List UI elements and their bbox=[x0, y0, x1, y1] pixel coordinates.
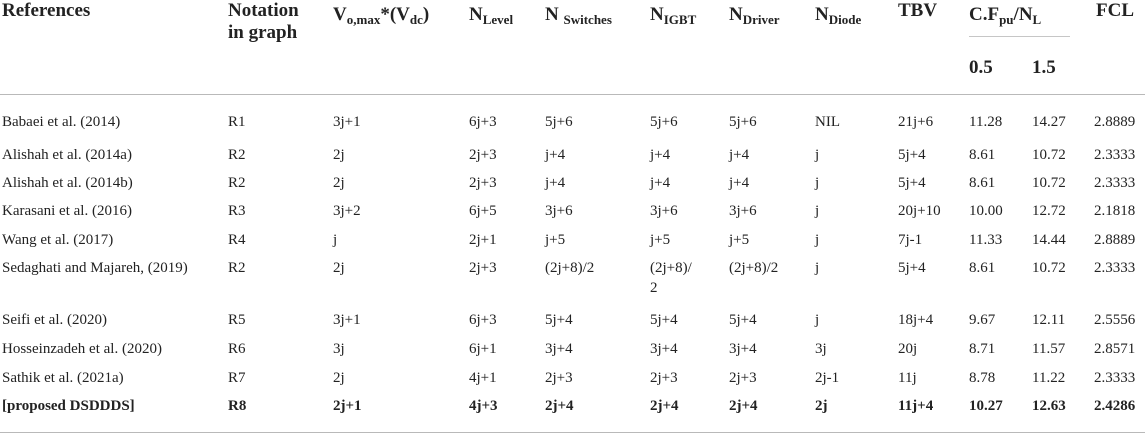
cell-fcl: 2.1818 bbox=[1094, 203, 1136, 219]
header-vo-max: $V_{o,max}*(V_{dc})$ bbox=[333, 4, 430, 27]
cell-n-driver: 5j+4 bbox=[729, 312, 757, 328]
cell-n-level: 2j+3 bbox=[469, 175, 497, 191]
cell-notation: R1 bbox=[228, 114, 246, 130]
cell-cf-0-5: 8.61 bbox=[969, 147, 996, 163]
cell-n-igbt: 2j+4 bbox=[650, 398, 679, 414]
cell-n-switches: 3j+6 bbox=[545, 203, 573, 219]
header-cf-pu-nl: $C.F_{pu}/N_L$ bbox=[969, 4, 1042, 27]
cell-tbv: 11j+4 bbox=[898, 398, 934, 414]
cell-fcl: 2.8889 bbox=[1094, 232, 1136, 248]
cell-tbv: 7j-1 bbox=[898, 232, 923, 248]
cell-n-level: 6j+1 bbox=[469, 341, 497, 357]
cell-cf-0-5: 11.28 bbox=[969, 114, 1003, 130]
header-n-driver: $N_{Driver}$ bbox=[729, 4, 780, 27]
cell-n-switches: j+5 bbox=[545, 232, 566, 248]
header-bottom-rule bbox=[0, 94, 1145, 95]
cell-fcl: 2.3333 bbox=[1094, 175, 1136, 191]
cell-n-diode: NIL bbox=[815, 114, 840, 130]
cell-notation: R3 bbox=[228, 203, 246, 219]
cell-fcl: 2.3333 bbox=[1094, 147, 1136, 163]
cell-notation: R8 bbox=[228, 398, 247, 414]
cell-vo-max: 2j bbox=[333, 260, 345, 276]
cell-cf-1-5: 10.72 bbox=[1032, 260, 1066, 276]
header-references: References bbox=[2, 0, 91, 21]
cell-n-level: 6j+5 bbox=[469, 203, 497, 219]
cell-tbv: 21j+6 bbox=[898, 114, 934, 130]
cell-n-driver: 3j+4 bbox=[729, 341, 757, 357]
cell-vo-max: 2j bbox=[333, 147, 345, 163]
cell-cf-1-5: 11.57 bbox=[1032, 341, 1066, 357]
cell-fcl: 2.3333 bbox=[1094, 260, 1136, 276]
cell-n-diode: 2j-1 bbox=[815, 370, 840, 386]
cell-n-igbt: 3j+6 bbox=[650, 203, 678, 219]
cell-notation: R2 bbox=[228, 147, 246, 163]
cell-n-diode: j bbox=[815, 203, 820, 219]
cell-n-diode: 3j bbox=[815, 341, 827, 357]
cell-n-diode: 2j bbox=[815, 398, 828, 414]
cell-n-driver: 5j+6 bbox=[729, 114, 757, 130]
header-n-switches: N $_{Switches}$ bbox=[545, 4, 612, 27]
cell-notation: R7 bbox=[228, 370, 246, 386]
cell-notation: R6 bbox=[228, 341, 246, 357]
cell-reference: Wang et al. (2017) bbox=[2, 232, 114, 248]
header-n-diode: $N_{Diode}$ bbox=[815, 4, 862, 27]
cell-reference: [proposed DSDDDS] bbox=[2, 398, 135, 414]
cell-vo-max: 2j bbox=[333, 370, 345, 386]
cell-notation: R2 bbox=[228, 260, 246, 276]
cell-fcl: 2.3333 bbox=[1094, 370, 1136, 386]
cell-n-igbt: 2j+3 bbox=[650, 370, 678, 386]
cell-n-switches: (2j+8)/2 bbox=[545, 260, 595, 276]
cell-vo-max: 3j+2 bbox=[333, 203, 361, 219]
cell-vo-max: 3j bbox=[333, 341, 345, 357]
cell-reference: Sedaghati and Majareh, (2019) bbox=[2, 260, 188, 276]
cell-n-igbt: 5j+6 bbox=[650, 114, 678, 130]
cell-n-diode: j bbox=[815, 232, 820, 248]
cell-n-level: 4j+1 bbox=[469, 370, 497, 386]
cell-n-level: 2j+3 bbox=[469, 260, 497, 276]
cell-cf-0-5: 9.67 bbox=[969, 312, 996, 328]
cell-n-switches: 5j+6 bbox=[545, 114, 573, 130]
cell-n-driver: (2j+8)/2 bbox=[729, 260, 779, 276]
cell-n-switches: j+4 bbox=[545, 147, 566, 163]
cell-n-level: 6j+3 bbox=[469, 114, 497, 130]
cell-cf-0-5: 8.61 bbox=[969, 260, 996, 276]
cell-n-driver: 2j+3 bbox=[729, 370, 757, 386]
cell-fcl: 2.8889 bbox=[1094, 114, 1136, 130]
cell-reference: Alishah et al. (2014b) bbox=[2, 175, 133, 191]
cell-n-diode: j bbox=[815, 260, 820, 276]
cell-n-switches: 5j+4 bbox=[545, 312, 573, 328]
cell-n-switches: 2j+4 bbox=[545, 398, 574, 414]
header-cf-divider bbox=[969, 36, 1070, 37]
cell-n-driver: 3j+6 bbox=[729, 203, 757, 219]
cell-tbv: 5j+4 bbox=[898, 260, 926, 276]
cell-reference: Babaei et al. (2014) bbox=[2, 114, 121, 130]
cell-n-switches: 3j+4 bbox=[545, 341, 573, 357]
cell-tbv: 5j+4 bbox=[898, 147, 926, 163]
cell-n-switches: j+4 bbox=[545, 175, 566, 191]
cell-cf-1-5: 12.63 bbox=[1032, 398, 1066, 414]
cell-tbv: 20j bbox=[898, 341, 918, 357]
header-notation: Notation in graph bbox=[228, 0, 299, 43]
cell-n-driver: j+4 bbox=[729, 175, 750, 191]
cell-n-diode: j bbox=[815, 312, 820, 328]
cell-n-igbt bbox=[650, 258, 692, 298]
header-cf-0-5: 0.5 bbox=[969, 57, 993, 78]
cell-vo-max: 3j+1 bbox=[333, 114, 361, 130]
cell-notation: R5 bbox=[228, 312, 246, 328]
cell-cf-1-5: 14.44 bbox=[1032, 232, 1066, 248]
cell-n-igbt: 3j+4 bbox=[650, 341, 678, 357]
cell-cf-0-5: 8.78 bbox=[969, 370, 996, 386]
cell-tbv: 5j+4 bbox=[898, 175, 926, 191]
cell-notation: R2 bbox=[228, 175, 246, 191]
cell-n-driver: j+5 bbox=[729, 232, 750, 248]
cell-vo-max: 2j+1 bbox=[333, 398, 362, 414]
cell-reference: Alishah et al. (2014a) bbox=[2, 147, 132, 163]
cell-cf-0-5: 10.27 bbox=[969, 398, 1003, 414]
header-tbv: TBV bbox=[898, 0, 938, 21]
table-bottom-rule bbox=[0, 432, 1145, 433]
cell-n-switches: 2j+3 bbox=[545, 370, 573, 386]
cell-n-igbt: j+4 bbox=[650, 175, 671, 191]
header-fcl: FCL bbox=[1096, 0, 1134, 21]
cell-reference: Seifi et al. (2020) bbox=[2, 312, 107, 328]
cell-fcl: 2.5556 bbox=[1094, 312, 1136, 328]
cell-cf-1-5: 12.11 bbox=[1032, 312, 1066, 328]
cell-fcl: 2.4286 bbox=[1094, 398, 1136, 414]
cell-n-igbt: j+5 bbox=[650, 232, 671, 248]
cell-n-igbt-line1: (2j+8)/ bbox=[650, 260, 692, 276]
cell-cf-1-5: 10.72 bbox=[1032, 147, 1066, 163]
cell-vo-max: j bbox=[333, 232, 338, 248]
cell-reference: Karasani et al. (2016) bbox=[2, 203, 132, 219]
cell-n-driver: j+4 bbox=[729, 147, 750, 163]
header-n-level: $N_{Level}$ bbox=[469, 4, 514, 27]
cell-tbv: 20j+10 bbox=[898, 203, 941, 219]
cell-tbv: 11j bbox=[898, 370, 917, 386]
cell-n-level: 2j+3 bbox=[469, 147, 497, 163]
cell-cf-1-5: 12.72 bbox=[1032, 203, 1066, 219]
cell-notation: R4 bbox=[228, 232, 246, 248]
header-n-igbt: $N_{IGBT}$ bbox=[650, 4, 697, 27]
cell-n-level: 2j+1 bbox=[469, 232, 497, 248]
cell-n-level: 6j+3 bbox=[469, 312, 497, 328]
cell-n-diode: j bbox=[815, 147, 820, 163]
cell-cf-0-5: 10.00 bbox=[969, 203, 1003, 219]
cell-cf-1-5: 10.72 bbox=[1032, 175, 1066, 191]
cell-n-level: 4j+3 bbox=[469, 398, 498, 414]
header-cf-1-5: 1.5 bbox=[1032, 57, 1056, 78]
cell-cf-0-5: 8.61 bbox=[969, 175, 996, 191]
cell-fcl: 2.8571 bbox=[1094, 341, 1136, 357]
cell-cf-1-5: 11.22 bbox=[1032, 370, 1066, 386]
cell-reference: Hosseinzadeh et al. (2020) bbox=[2, 341, 162, 357]
cell-reference: Sathik et al. (2021a) bbox=[2, 370, 124, 386]
cell-n-igbt: j+4 bbox=[650, 147, 671, 163]
cell-cf-0-5: 8.71 bbox=[969, 341, 996, 357]
cell-n-driver: 2j+4 bbox=[729, 398, 758, 414]
cell-tbv: 18j+4 bbox=[898, 312, 934, 328]
cell-n-igbt-line2: 2 bbox=[650, 280, 658, 296]
cell-cf-1-5: 14.27 bbox=[1032, 114, 1066, 130]
cell-vo-max: 3j+1 bbox=[333, 312, 361, 328]
cell-cf-0-5: 11.33 bbox=[969, 232, 1003, 248]
cell-vo-max: 2j bbox=[333, 175, 345, 191]
cell-n-diode: j bbox=[815, 175, 820, 191]
cell-n-igbt: 5j+4 bbox=[650, 312, 678, 328]
